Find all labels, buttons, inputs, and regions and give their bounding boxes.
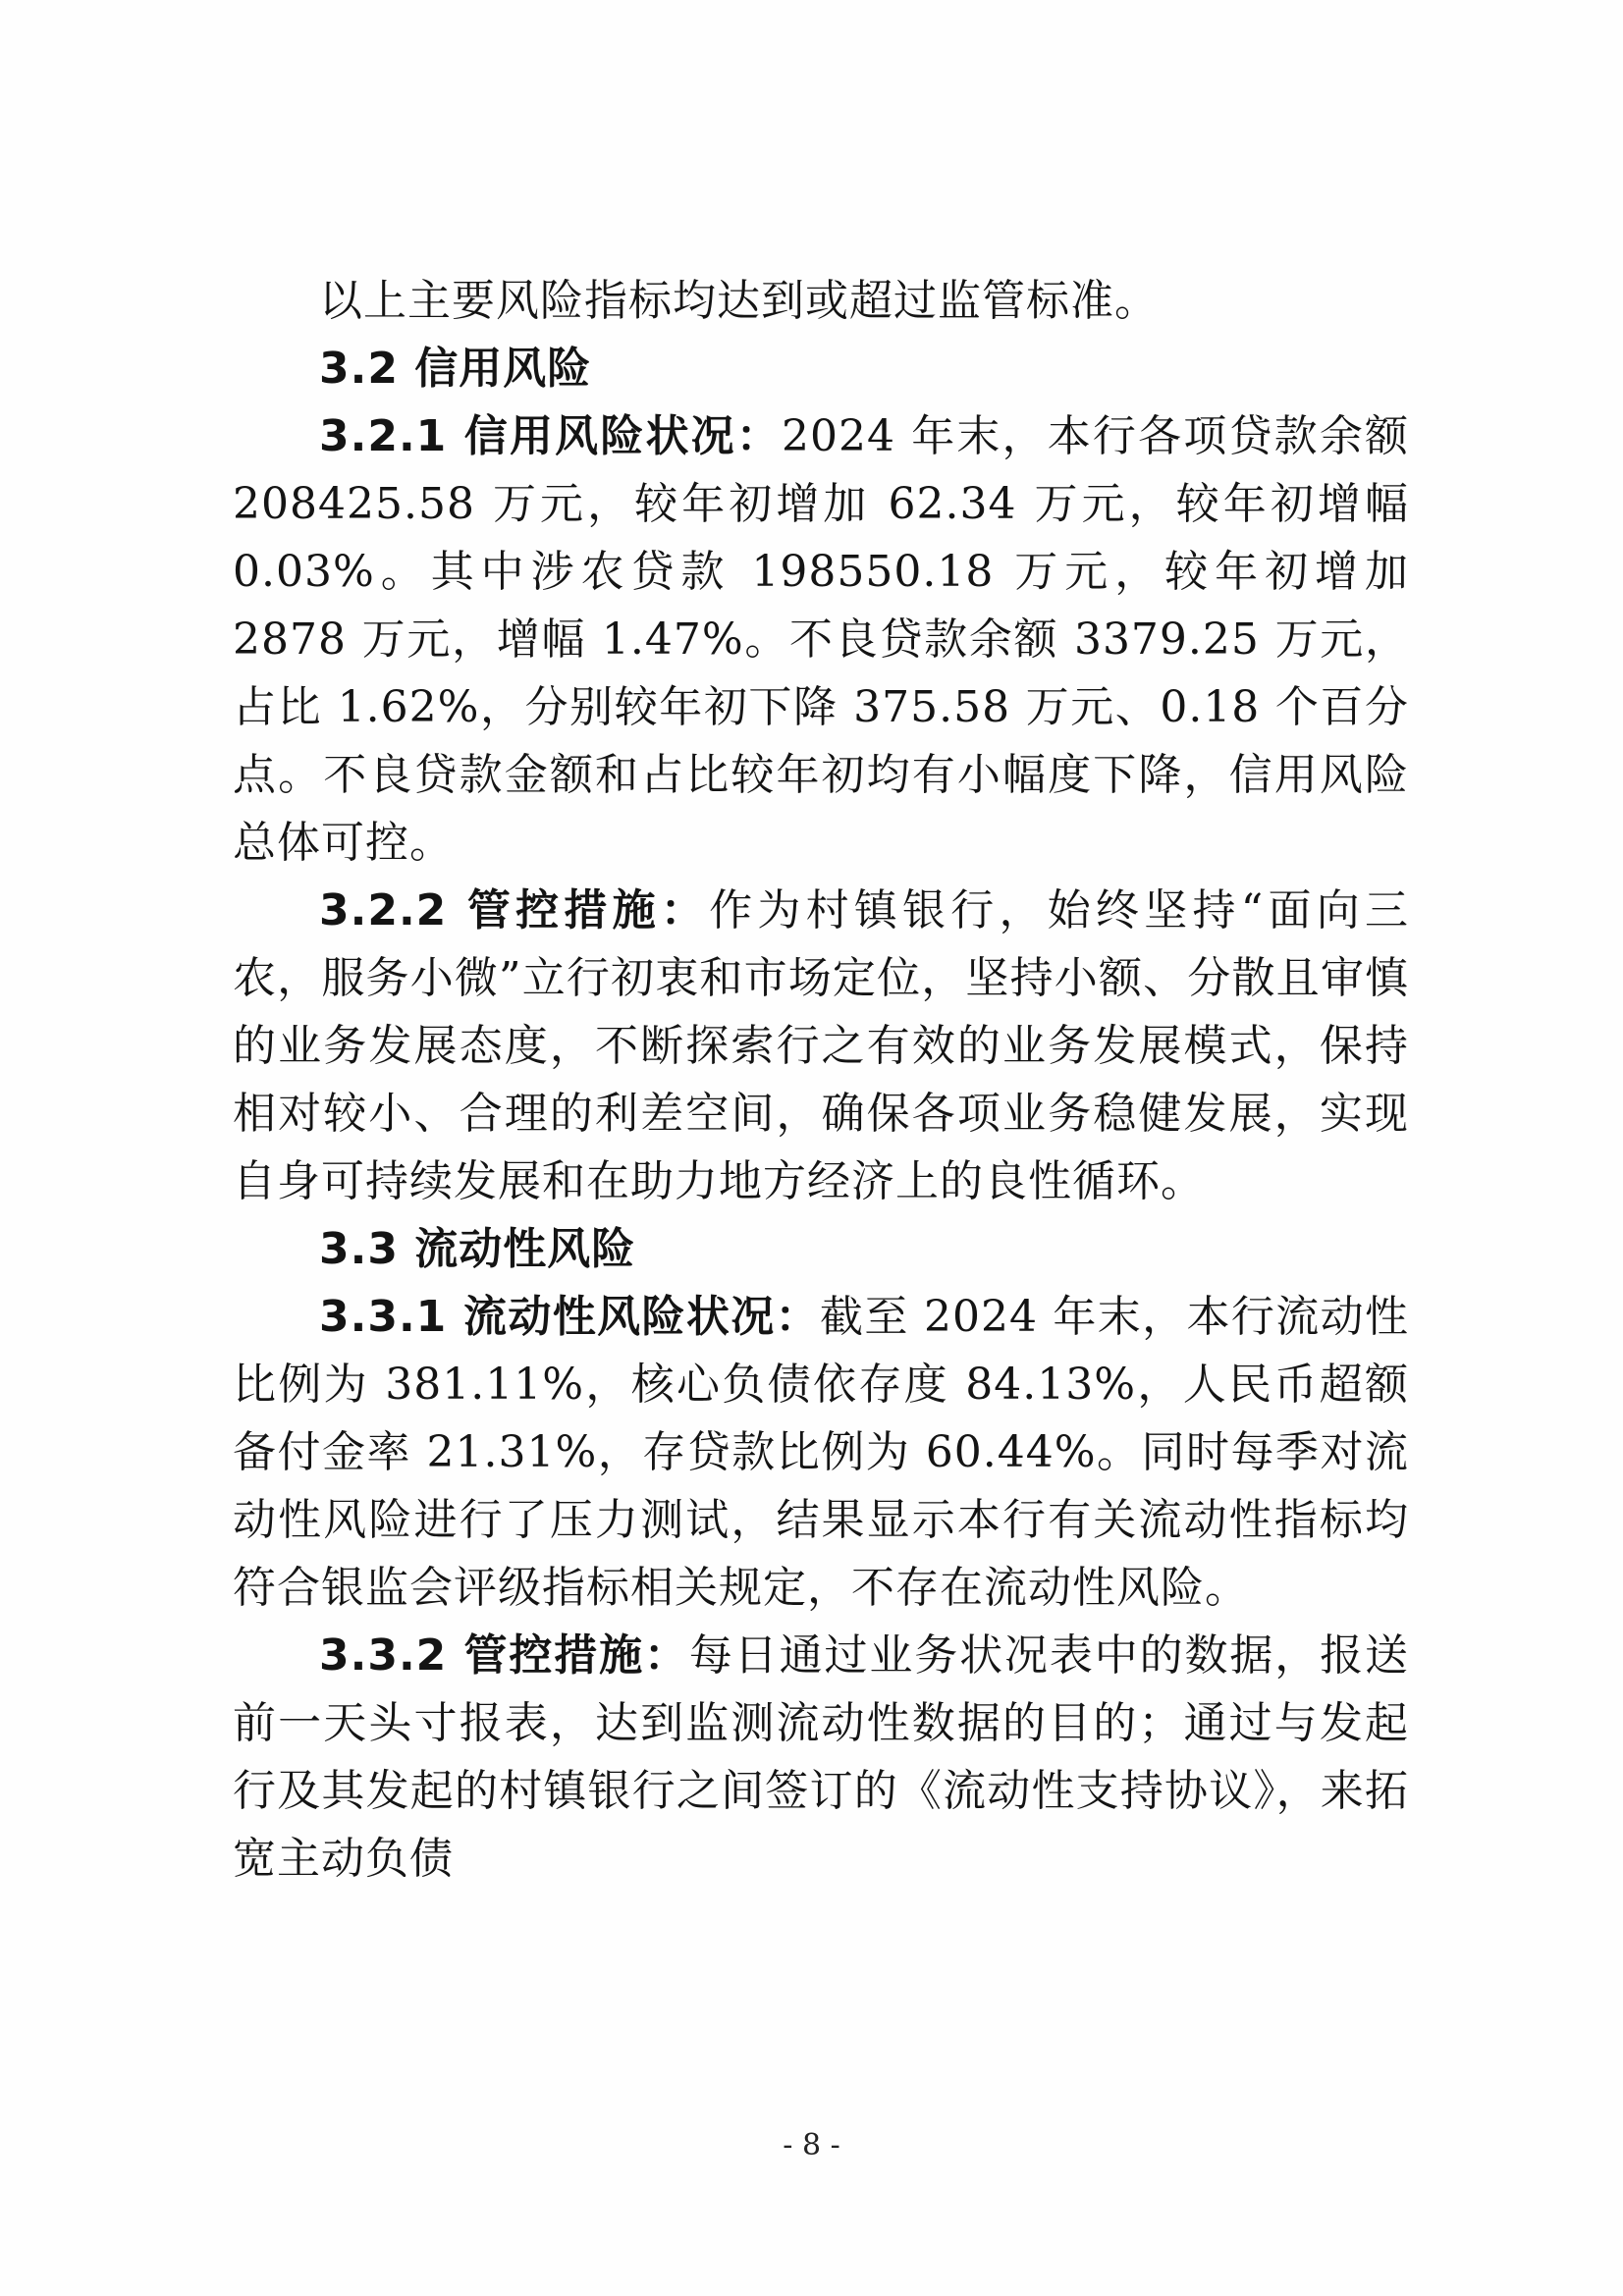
paragraph-text: 截至 2024 年末，本行流动性比例为 381.11%，核心负债依存度 84.13%，人民币超额备付金率 21.31%，存贷款比例为 60.44%。同时每季对流动性风险进行了压力测试，结果显示本行有关流动性指标均符合银监会评级指标相关规定，不存在流动性风险。 (233, 1292, 1410, 1613)
paragraph-text: 以上主要风险指标均达到或超过监管标准。 (319, 276, 1159, 326)
page-number: - 8 - (783, 2128, 840, 2163)
paragraph-credit-risk-status (233, 402, 1409, 877)
paragraph-text: 作为村镇银行，始终坚持“面向三农，服务小微”立行初衷和市场定位，坚持小额、分散且审慎的业务发展态度，不断探索行之有效的业务发展模式，保持相对较小、合理的利差空间，确保各项业务稳健发展，实现自身可持续发展和在助力地方经济上的良性循环。 (233, 885, 1410, 1206)
paragraph-credit-risk-measures (233, 877, 1409, 1215)
paragraph-lead: 3.2.2 管控措施： (319, 885, 710, 935)
section-heading-credit-risk: 3.2 信用风险 (319, 344, 592, 394)
paragraph-lead: 3.3.1 流动性风险状况： (319, 1292, 820, 1342)
paragraph-lead: 3.3.2 管控措施： (319, 1630, 689, 1681)
section-heading-liquidity-risk: 3.3 流动性风险 (319, 1224, 636, 1274)
paragraph-text: 每日通过业务状况表中的数据，报送前一天头寸报表，达到监测流动性数据的目的；通过与发起行及其发起的村镇银行之间签订的《流动性支持协议》，来拓宽主动负债 (233, 1630, 1410, 1884)
paragraph-liquidity-risk-status (233, 1283, 1409, 1622)
paragraph-lead: 3.2.1 信用风险状况： (319, 411, 783, 461)
document-body (233, 267, 1409, 1893)
paragraph-liquidity-risk-measures (233, 1622, 1409, 1893)
paragraph-summary (233, 267, 1409, 335)
paragraph-text: 2024 年末，本行各项贷款余额 208425.58 万元，较年初增加 62.34 万元，较年初增幅 0.03%。其中涉农贷款 198550.18 万元，较年初增加 2878 万元，增幅 1.47%。不良贷款余额 3379.25 万元，占比 1.62%，分别较年初下降 375.58 万元、0.18 个百分点。不良贷款金额和占比较年初均有小幅度下降，信用风险总体可控。 (233, 411, 1409, 868)
